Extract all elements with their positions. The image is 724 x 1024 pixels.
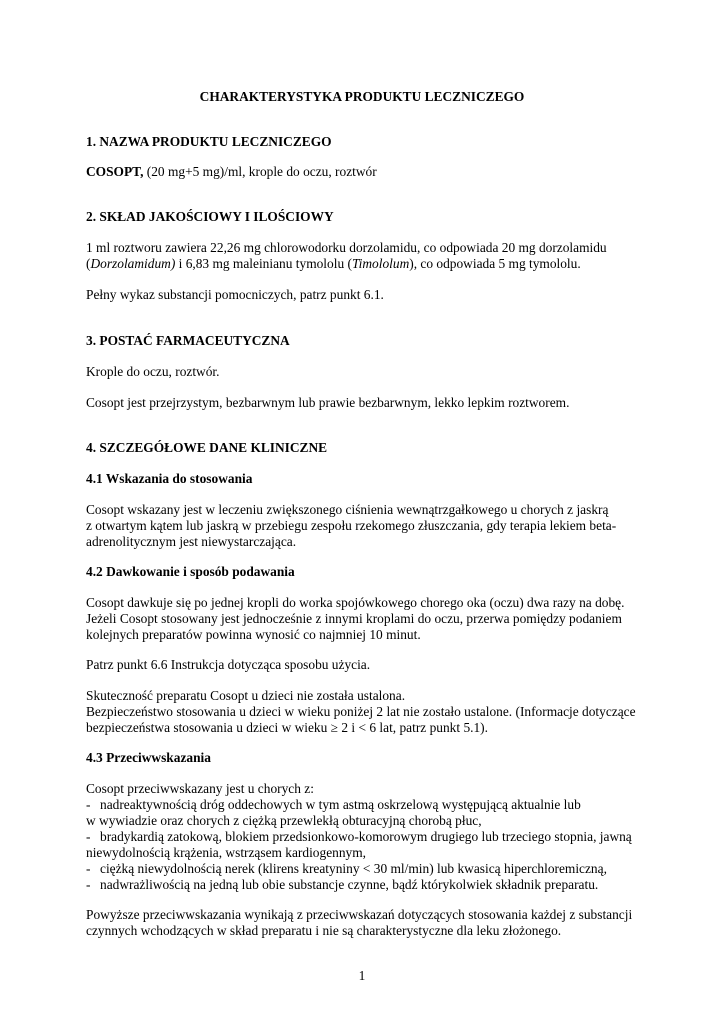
page-number: 1 [358, 968, 366, 983]
text-fragment: i 6,83 mg maleinianu tymololu ( [175, 256, 352, 271]
text-fragment: ), co odpowiada 5 mg tymololu. [409, 256, 581, 271]
excipients-note: Pełny wykaz substancji pomocniczych, patrz punkt 6.1. [86, 287, 384, 302]
text-fragment: ( [86, 256, 91, 271]
list-item [86, 829, 632, 845]
dosage-line-2: Jeżeli Cosopt stosowany jest jednocześnie z innymi kroplami do oczu, przerwa pomiędzy podaniem [86, 611, 622, 626]
composition-line-2 [86, 256, 581, 272]
document-title: CHARAKTERYSTYKA PRODUKTU LECZNICZEGO [199, 89, 525, 104]
latin-name-timololum: Timololum [351, 256, 410, 271]
composition-line-1: 1 ml roztworu zawiera 22,26 mg chlorowodorku dorzolamidu, co odpowiada 20 mg dorzolamidu [86, 240, 607, 255]
dosage-instruction-ref: Patrz punkt 6.6 Instrukcja dotycząca sposobu użycia. [86, 657, 371, 672]
product-name: COSOPT, [86, 164, 144, 179]
section-4-3-heading: 4.3 Przeciwwskazania [86, 750, 211, 765]
paediatric-line-1: Skuteczność preparatu Cosopt u dzieci nie została ustalona. [86, 688, 406, 703]
contraindications-note-line-2: czynnych wchodzących w skład preparatu i nie są charakterystyczne dla leku złożonego. [86, 923, 562, 938]
section-4-1-heading: 4.1 Wskazania do stosowania [86, 471, 253, 486]
contraindications-note-line-1: Powyższe przeciwwskazania wynikają z przeciwwskazań dotyczących stosowania każdej z substancji [86, 907, 633, 922]
list-item-continuation: niewydolnością krążenia, wstrząsem kardiogennym, [86, 845, 366, 860]
paediatric-line-2: Bezpieczeństwo stosowania u dzieci w wieku poniżej 2 lat nie zostało ustalone. (Informacje dotyczące [86, 704, 636, 719]
product-name-line [86, 164, 377, 180]
paediatric-line-3: bezpieczeństwa stosowania u dzieci w wieku ≥ 2 i < 6 lat, patrz punkt 5.1). [86, 720, 488, 735]
section-1-heading: 1. NAZWA PRODUKTU LECZNICZEGO [86, 134, 332, 149]
product-strength: (20 mg+5 mg)/ml, krople do oczu, roztwór [143, 164, 377, 179]
indications-line-2: z otwartym kątem lub jaskrą w przebiegu zespołu rzekomego złuszczania, gdy terapia lekiem beta- [86, 518, 617, 533]
bullet-dash: - [86, 829, 91, 844]
section-2-heading: 2. SKŁAD JAKOŚCIOWY I ILOŚCIOWY [86, 209, 334, 224]
bullet-dash: - [86, 877, 91, 892]
section-4-2-heading: 4.2 Dawkowanie i sposób podawania [86, 564, 295, 579]
latin-name-dorzolamidum: Dorzolamidum) [90, 256, 176, 271]
list-item [86, 861, 607, 877]
section-4-heading: 4. SZCZEGÓŁOWE DANE KLINICZNE [86, 440, 328, 455]
list-item [86, 877, 598, 893]
pharmaceutical-form: Krople do oczu, roztwór. [86, 364, 220, 379]
contraindications-intro: Cosopt przeciwwskazany jest u chorych z: [86, 781, 314, 796]
list-item [86, 797, 581, 813]
bullet-dash: - [86, 797, 91, 812]
form-description: Cosopt jest przejrzystym, bezbarwnym lub prawie bezbarwnym, lekko lepkim roztworem. [86, 395, 570, 410]
indications-line-3: adrenolitycznym jest niewystarczająca. [86, 534, 297, 549]
list-item-text: nadreaktywnością dróg oddechowych w tym astmą oskrzelową występującą aktualnie lub [100, 797, 581, 812]
indications-line-1: Cosopt wskazany jest w leczeniu zwiększonego ciśnienia wewnątrzgałkowego u chorych z jaskrą [86, 502, 609, 517]
section-3-heading: 3. POSTAĆ FARMACEUTYCZNA [86, 333, 290, 348]
list-item-text: ciężką niewydolnością nerek (klirens kreatyniny < 30 ml/min) lub kwasicą hiperchloremiczną, [100, 861, 607, 876]
list-item-text: bradykardią zatokową, blokiem przedsionkowo-komorowym drugiego lub trzeciego stopnia, jawną [100, 829, 632, 844]
dosage-line-1: Cosopt dawkuje się po jednej kropli do worka spojówkowego chorego oka (oczu) dwa razy na dobę. [86, 595, 625, 610]
dosage-line-3: kolejnych preparatów powinna wynosić co najmniej 10 minut. [86, 627, 421, 642]
bullet-dash: - [86, 861, 91, 876]
list-item-text: nadwrażliwością na jedną lub obie substancje czynne, bądź którykolwiek składnik preparatu. [100, 877, 599, 892]
list-item-continuation: w wywiadzie oraz chorych z ciężką przewlekłą obturacyjną chorobą płuc, [86, 813, 482, 828]
